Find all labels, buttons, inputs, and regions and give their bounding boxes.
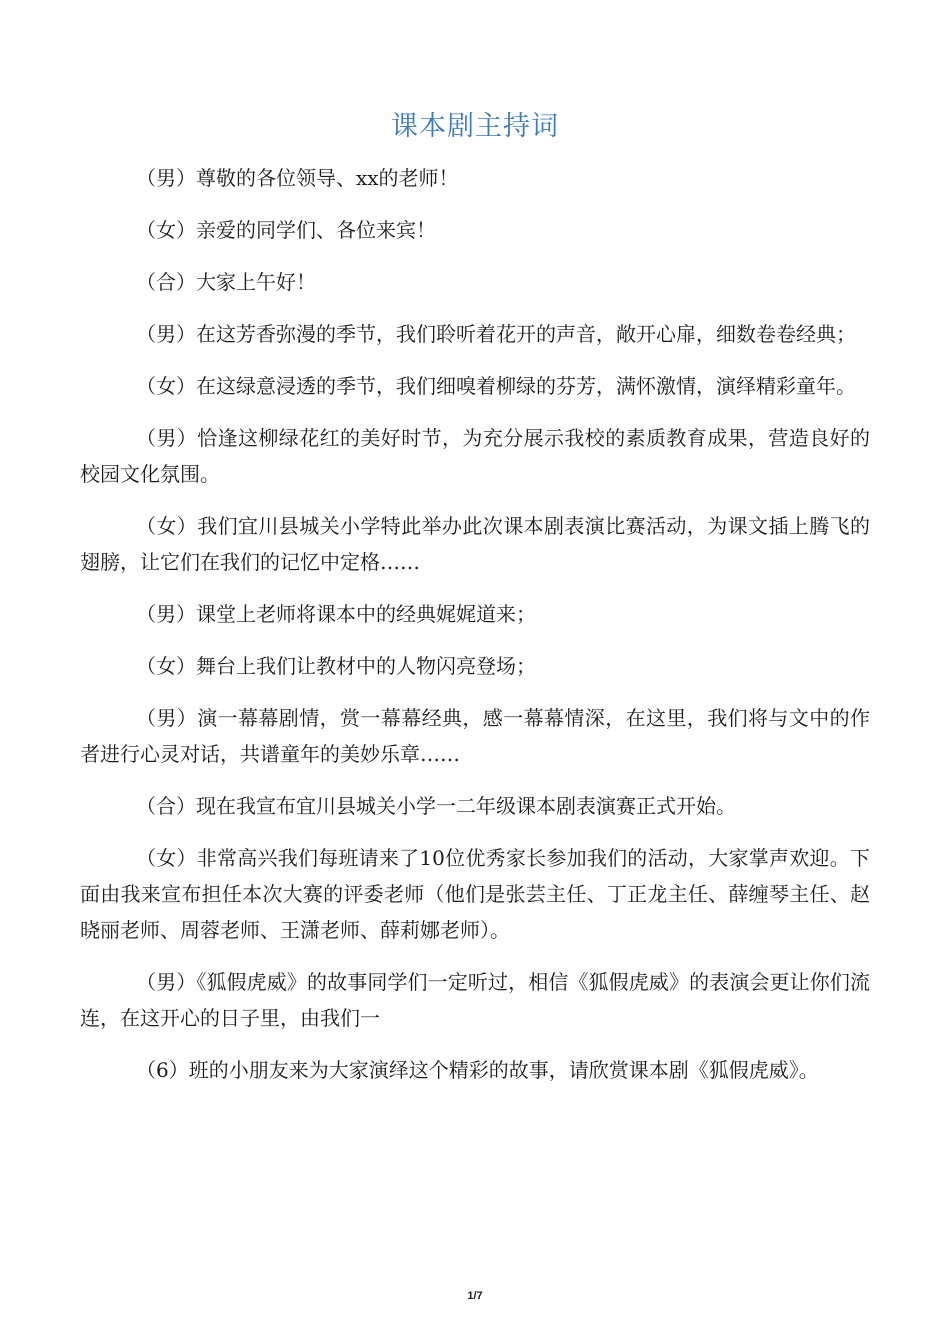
paragraph: （男）课堂上老师将课本中的经典娓娓道来；: [136, 602, 536, 626]
paragraph: （男）恰逢这柳绿花红的美好时节，为充分展示我校的素质教育成果，营造良好的校园文化氛围。: [80, 426, 870, 486]
paragraph: （女）在这绿意浸透的季节，我们细嗅着柳绿的芬芳，满怀激情，演绎精彩童年。: [136, 374, 856, 398]
paragraph: （合）现在我宣布宜川县城关小学一二年级课本剧表演赛正式开始。: [136, 794, 736, 818]
document-title: 课本剧主持词: [391, 111, 559, 142]
paragraph: （女）我们宜川县城关小学特此举办此次课本剧表演比赛活动，为课文插上腾飞的翅膀，让它们在我们的记忆中定格……: [80, 514, 870, 574]
paragraph: （男）尊敬的各位领导、xx的老师！: [136, 166, 459, 190]
paragraph: （女）舞台上我们让教材中的人物闪亮登场；: [136, 654, 536, 678]
paragraph: （男）在这芳香弥漫的季节，我们聆听着花开的声音，敞开心扉，细数卷卷经典；: [136, 322, 856, 346]
paragraph: （女）非常高兴我们每班请来了10位优秀家长参加我们的活动，大家掌声欢迎。下面由我来宣布担任本次大赛的评委老师（他们是张芸主任、丁正龙主任、薛缠琴主任、赵晓丽老师、周蓉老师、王潇老师、薛莉娜老师）。: [80, 846, 870, 942]
page-number: 1/7: [467, 1290, 483, 1302]
paragraph: （男）《狐假虎威》的故事同学们一定听过，相信《狐假虎威》的表演会更让你们流连，在这开心的日子里，由我们一: [80, 970, 870, 1030]
document-body: [80, 160, 870, 1104]
paragraph: （合）大家上午好！: [136, 270, 316, 294]
paragraph: （6）班的小朋友来为大家演绎这个精彩的故事，请欣赏课本剧《狐假虎威》。: [136, 1058, 819, 1082]
paragraph: （女）亲爱的同学们、各位来宾！: [136, 218, 436, 242]
paragraph: （男）演一幕幕剧情，赏一幕幕经典，感一幕幕情深，在这里，我们将与文中的作者进行心灵对话，共谱童年的美妙乐章……: [80, 706, 870, 766]
